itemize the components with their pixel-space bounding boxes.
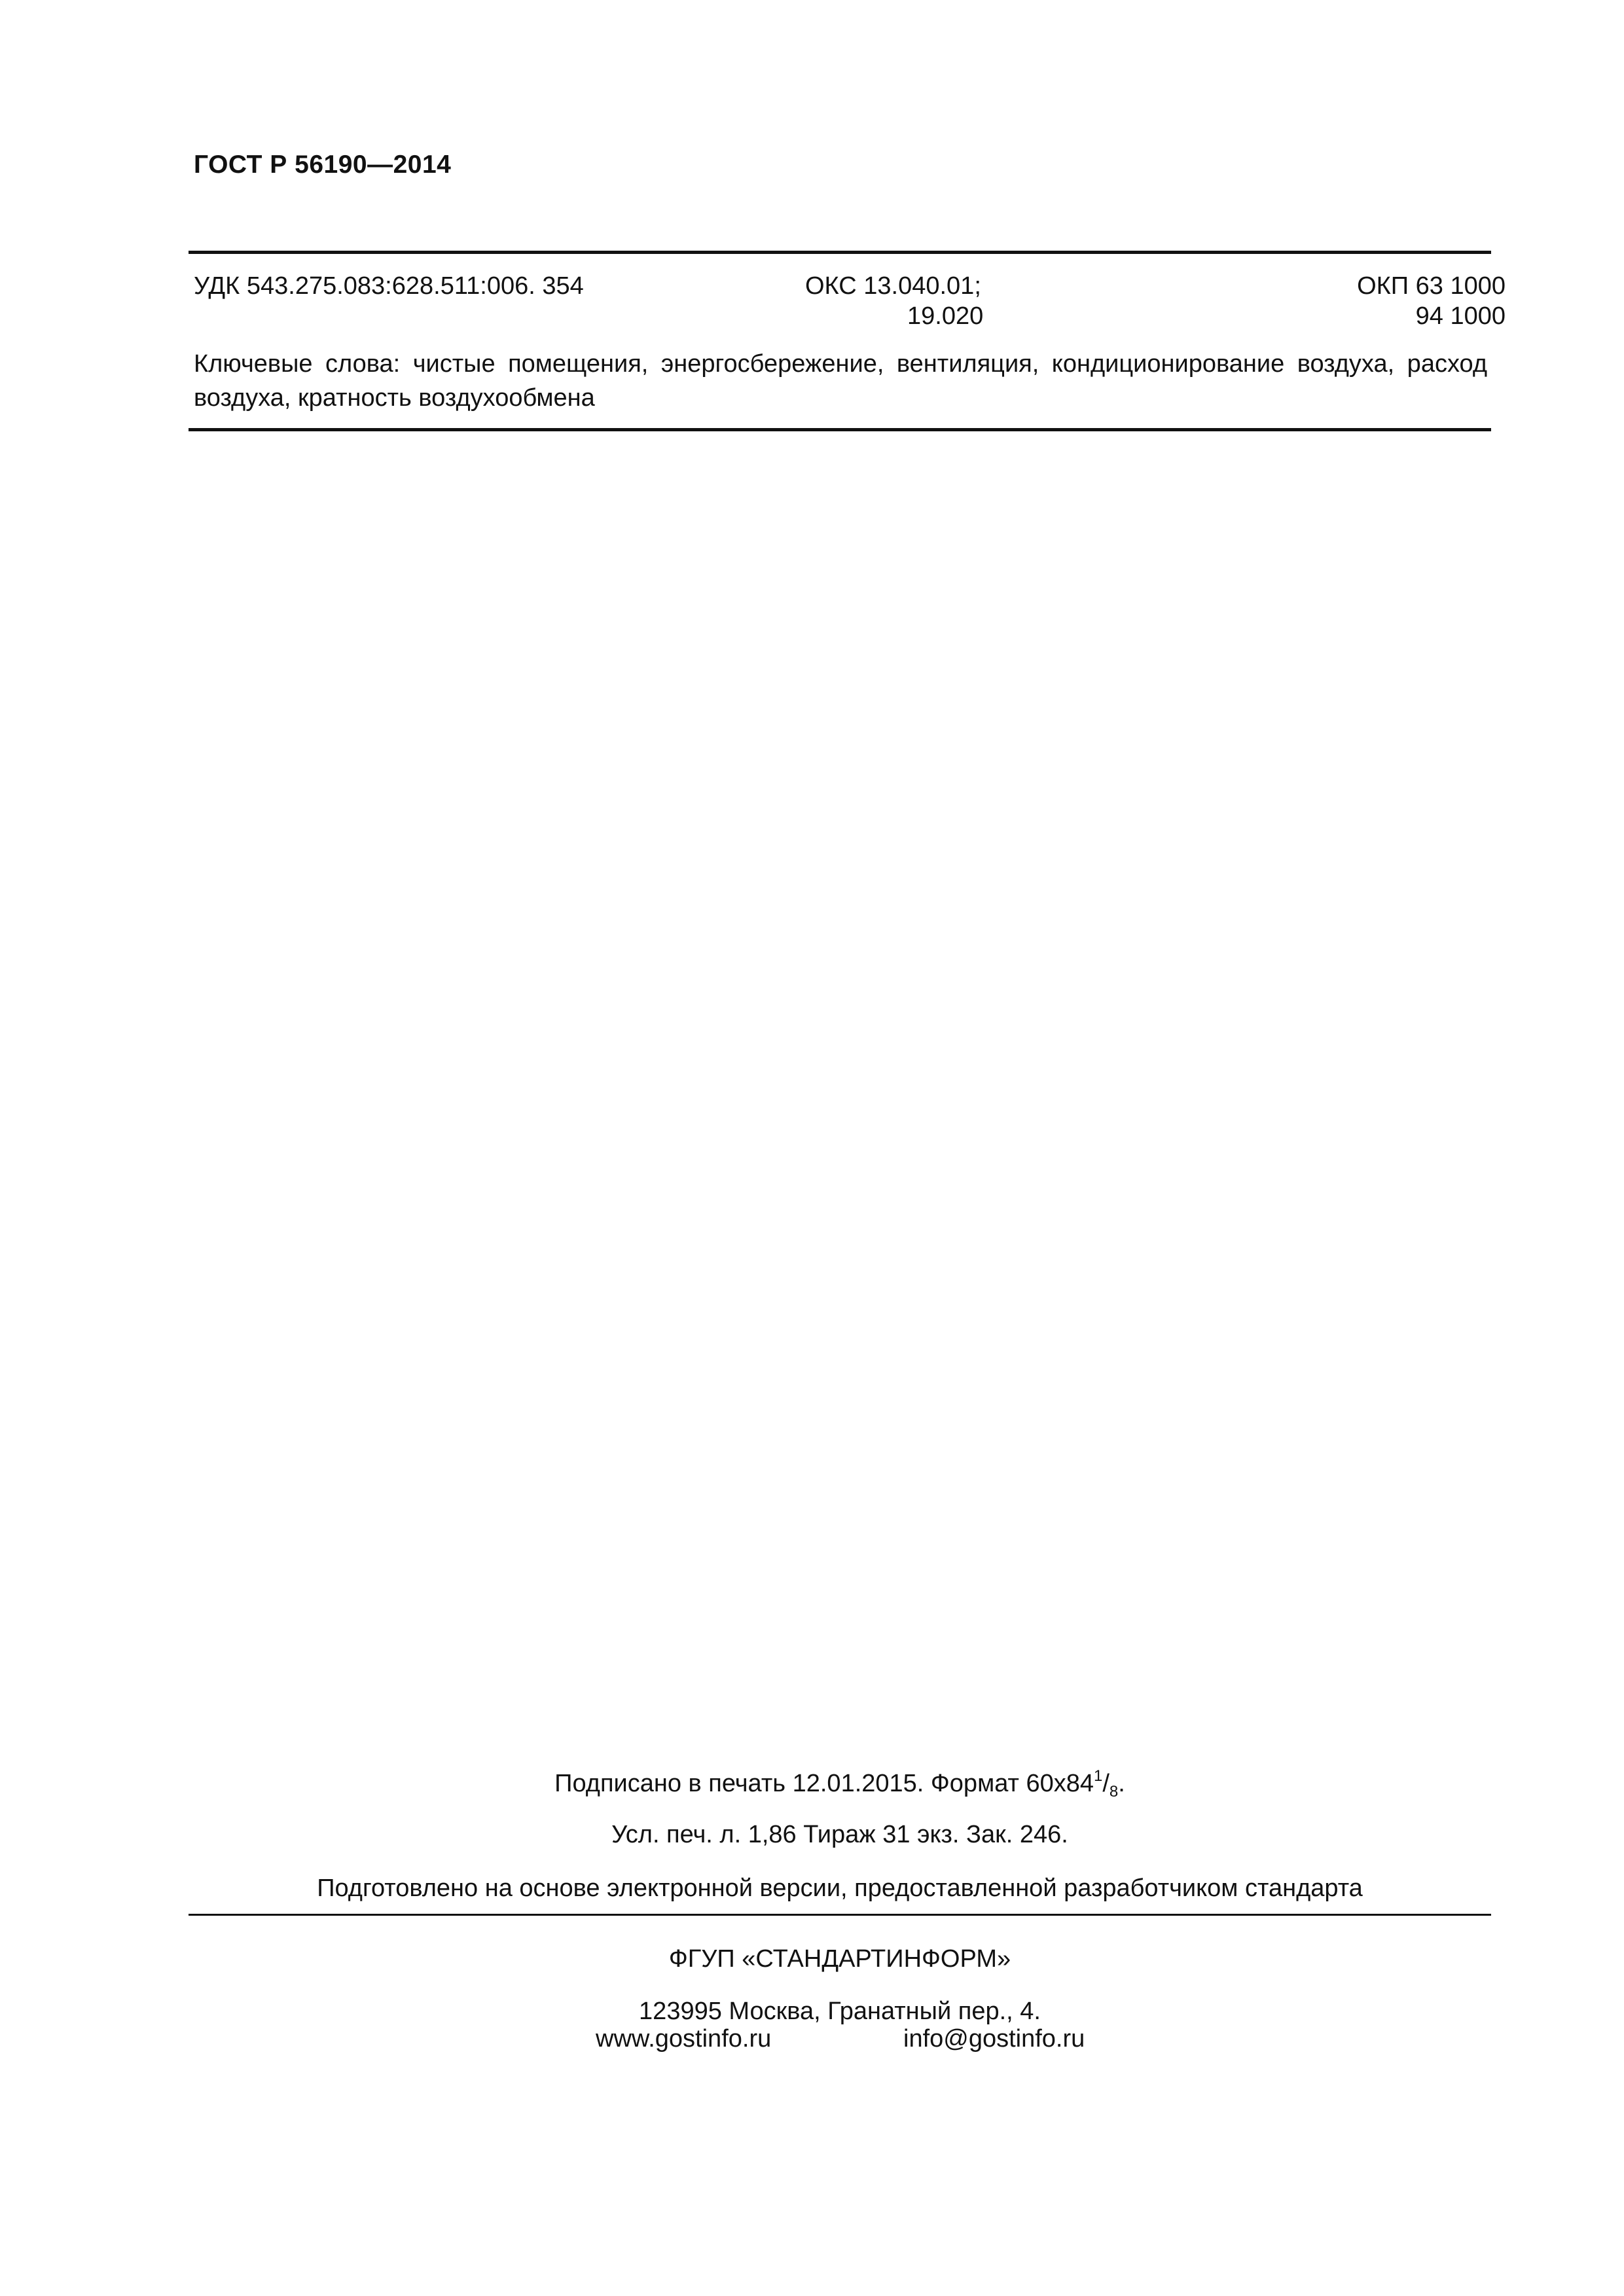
document-header-standard-id: ГОСТ Р 56190—2014 [194,151,452,179]
signed-for-print-line [189,1767,1491,1801]
print-details-line: Усл. печ. л. 1,86 Тираж 31 экз. Зак. 246. [611,1821,1068,1848]
udk-code: УДК 543.275.083:628.511:006. 354 [194,272,584,300]
top-divider [189,251,1491,254]
publisher-address: 123995 Москва, Гранатный пер., 4. [639,1998,1041,2025]
publisher-website-link[interactable]: www.gostinfo.ru [596,2025,772,2053]
keywords-divider [189,428,1491,431]
okp-code-line1: ОКП 63 1000 [1357,272,1506,300]
format-fraction-denominator: 8 [1109,1783,1119,1801]
format-fraction-slash: / [1102,1770,1110,1797]
format-fraction-end: . [1118,1770,1125,1797]
oks-code-line2: 19.020 [907,302,984,330]
prepared-note-line: Подготовлено на основе электронной версии, предоставленной разработчиком стандарта [317,1874,1363,1902]
publisher-name: ФГУП «СТАНДАРТИНФОРМ» [668,1945,1011,1973]
oks-code [805,271,1001,331]
publisher-email-link[interactable]: info@gostinfo.ru [903,2025,1085,2053]
oks-code-line1: ОКС 13.040.01; [805,272,981,300]
keywords-paragraph: Ключевые слова: чистые помещения, энергосбережение, вентиляция, кондиционирование воздуха, расход воздуха, кратность воздухообмена [194,350,1487,412]
okp-code-line2: 94 1000 [1415,302,1506,330]
format-fraction-numerator: 1 [1093,1767,1103,1785]
publisher-divider [189,1914,1491,1916]
okp-code [1244,271,1506,331]
signed-for-print-text: Подписано в печать 12.01.2015. Формат 60х84 [554,1770,1094,1797]
